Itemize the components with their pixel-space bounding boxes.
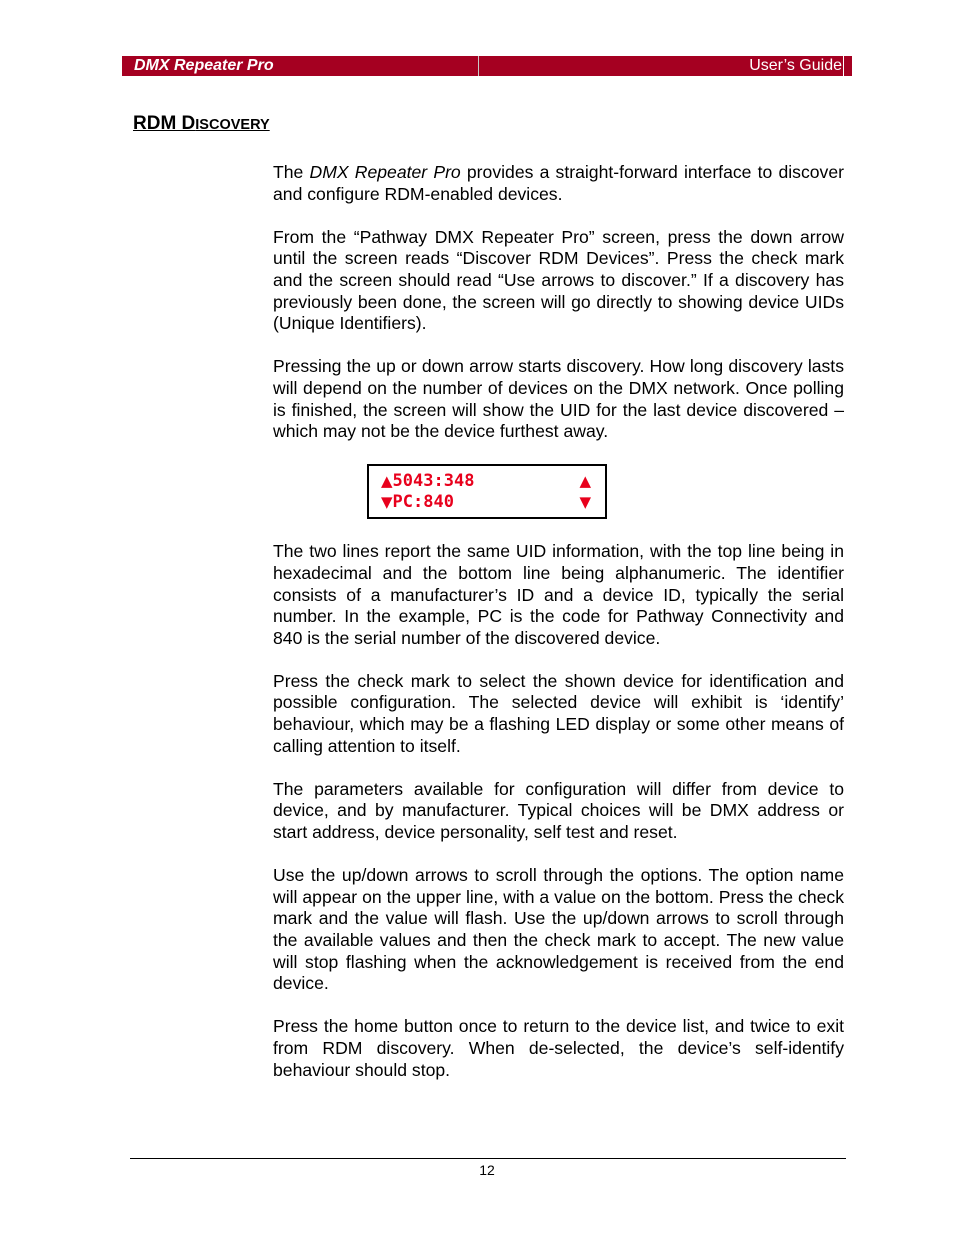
lcd-line-1: [381, 471, 474, 492]
footer-rule: [130, 1158, 846, 1159]
section-title: [133, 113, 270, 136]
paragraph-navigate: From the “Pathway DMX Repeater Pro” screen, press the down arrow until the screen reads “Discover RDM Devices”. Press the check mark and the screen should read “Use arrows to discover.” If a discovery has previously been done, the screen will go directly to showing device UIDs (Unique Identifiers).: [273, 226, 844, 334]
header-guide-title: User’s Guide: [749, 57, 842, 74]
lcd-uid-hex: 5043:348: [392, 471, 475, 492]
intro-text-after: provides a straight-forward interface to discover and configure RDM-enabled devices.: [273, 162, 844, 204]
paragraph-scroll-options: Use the up/down arrows to scroll through the options. The option name will appear on the upper line, with a value on the bottom. Press the check mark and the value will flash. Use the up/down arrows to scroll through the available values and then the check mark to accept. The new value will stop flashing when the acknowledgement is received from the end device.: [273, 865, 844, 994]
paragraph-discovery: Pressing the up or down arrow starts discovery. How long discovery lasts will depend on the number of devices on the DMX network. Once polling is finished, the screen will show the UID for the last device discovered – which may not be the device furthest away.: [273, 356, 844, 442]
lcd-row-top: [381, 471, 591, 492]
section-title-main: RDM D: [133, 113, 196, 134]
down-arrow-icon: ▼: [381, 493, 393, 512]
paragraph-uid-info: The two lines report the same UID information, with the top line being in hexadecimal and the bottom line being alphanumeric. The identifier consists of a manufacturer’s ID and a device ID, typically the serial number. In the example, PC is the code for Pathway Connectivity and 840 is the serial number of the discovered device.: [273, 541, 844, 648]
paragraph-intro: [273, 162, 844, 205]
paragraph-parameters: The parameters available for configuration will differ from device to device, and by manufacturer. Typical choices will be DMX address or start address, device personality, self test and reset.: [273, 778, 844, 843]
paragraph-select-device: Press the check mark to select the shown device for identification and possible configuration. The selected device will exhibit is ‘identify’ behaviour, which may be a flashing LED display or some other means of calling attention to itself.: [273, 670, 844, 756]
header-end-mark: [843, 56, 844, 76]
down-arrow-icon: ▼: [579, 493, 591, 512]
paragraph-home-button: Press the home button once to return to the device list, and twice to exit from RDM discovery. When de-selected, the device’s self-identify behaviour should stop.: [273, 1016, 844, 1080]
body-text: [273, 162, 844, 1103]
lcd-line-2: [381, 492, 454, 513]
lcd-display: [367, 464, 607, 519]
header-product-name: DMX Repeater Pro: [134, 57, 274, 74]
section-title-smallcaps: ISCOVERY: [195, 117, 270, 133]
lcd-uid-alpha: PC:840: [392, 492, 454, 513]
up-arrow-icon: ▲: [381, 472, 393, 491]
product-name-italic: DMX Repeater Pro: [309, 162, 461, 182]
page-number: 12: [479, 1162, 495, 1178]
intro-text-before: The: [273, 162, 310, 182]
lcd-row-bottom: [381, 492, 591, 513]
header-divider: [478, 56, 479, 76]
up-arrow-icon: ▲: [579, 472, 591, 491]
